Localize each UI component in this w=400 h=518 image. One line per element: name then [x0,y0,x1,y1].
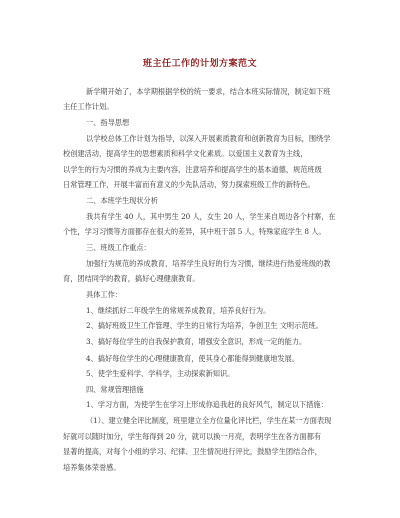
paragraph-line: 以学生的行为习惯的养成为主要内容，注意培养和提高学生的基本道德，规范班级 [63,165,322,174]
paragraph-line: 好就可以随时加分，学生每得到 20 分，就可以换一月亮，表明学生在各方面都有 [63,432,322,441]
paragraph-line: 加强行为规范的养成教育，培养学生良好的行为习惯，继续进行热爱班级的教 [86,259,331,268]
page-title: 班主任工作的计划方案范文 [142,59,257,69]
paragraph-line: （1）、建立健全评比制度，班里建立全方位量化评比栏，学生在某一方面表现 [86,416,332,425]
list-item: 2、搞好班级卫生工作管理、学生的日常行为培养，争创卫生 文明示范班。 [86,321,323,330]
paragraph-line: 我共有学生 40 人，其中男生 20 人，女生 20 人，学生来自周边各个村寨，在 [86,212,336,221]
paragraph-line: 1、学习方面，为使学生在学习上形成你追我赶的良好风气，制定以下措施： [86,400,328,409]
section-heading: 一、指导思想 [86,118,130,127]
paragraph-line: 校创建活动，提高学生的思想素质和科学文化素质。以爱国主义教育为主线， [63,149,308,158]
list-item: 4、搞好每位学生的心理健康教育，使其身心都能得到健康地发展。 [86,354,300,363]
list-item: 5、使学生爱科学、学科学，主动探索新知识。 [86,369,235,378]
subheading: 具体工作： [86,290,122,299]
paragraph-line: 育，团结同学的教育，搞好心理健康教育。 [63,274,200,283]
paragraph-line: 以学校总体工作计划为指导，以深入开展素质教育和创新教育为目标，围绕学 [86,134,331,143]
paragraph-line: 个性，学习习惯等方面都存在很大的差异，其中班干部 5 人，特殊家庭学生 8 人。 [63,227,326,236]
section-heading: 四、常规管理措施 [86,385,144,394]
list-item: 1、继续抓好二年级学生的常规养成教育，培养良好行为。 [86,306,271,315]
section-heading: 二、本班学生现状分析 [86,196,158,205]
list-item: 3、搞好每位学生的自我保护教育，增强安全意识，形成一定的能力。 [86,337,307,346]
paragraph-line: 新学期开始了，本学期根据学校的统一要求，结合本班实际情况，制定如下班 [86,87,331,96]
paragraph-line: 日常管理工作，开展丰富而有意义的少先队活动，努力探索班级工作的新特色。 [63,180,315,189]
section-heading: 三、班级工作重点： [86,243,151,252]
paragraph-line: 显著的提高，对每个小组的学习、纪律、卫生情况进行评比，鼓励学生团结合作， [63,447,322,456]
paragraph-line: 主任工作计划。 [63,102,114,111]
paragraph-line: 培养集体荣誉感。 [63,463,121,472]
